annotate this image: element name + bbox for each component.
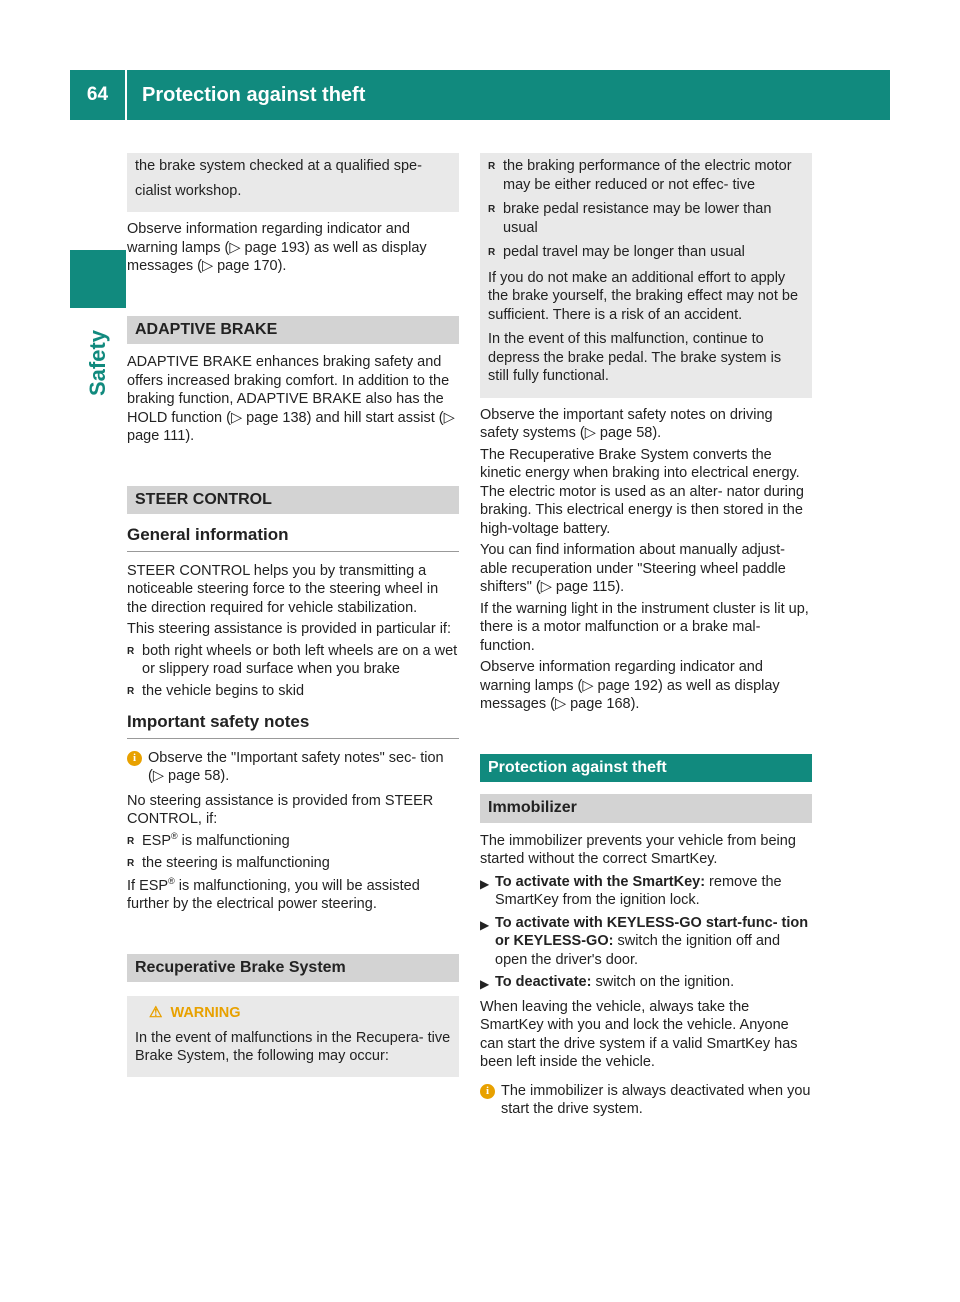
- info-note: i Observe the "Important safety notes" sec- tion (▷ page 58).: [127, 749, 459, 786]
- instruction-step: ▶ To activate with the SmartKey: remove the SmartKey from the ignition lock.: [480, 873, 782, 908]
- recup-text-2: The Recuperative Brake System converts the kinetic energy when braking into electrical energy. The electric motor is used as an alter- nator during braking. This electrical energy is then stored in the high-voltage battery.: [480, 446, 804, 537]
- warning-box-continued: R the braking performance of the electric motor may be either reduced or not effec- tive R brake pedal resistance may be lower than usual R pedal travel may be longer than usual If you do not make an additional effort to apply the brake yourself, the braking effect may not be sufficient. There is a risk of an accident. In the event of this malfunction, continue to depress the brake pedal. The brake system is still fully functional.: [480, 153, 812, 398]
- page-title: Protection against theft: [142, 84, 366, 106]
- recup-text-3: You can find information about manually adjust- able recuperation under "Steering wheel paddle shifters" (▷ page 115).: [480, 542, 786, 595]
- intro-text: Observe information regarding indicator and warning lamps (▷ page 193) as well as display messages (▷ page 170).: [127, 221, 427, 274]
- list-item: R ESP® is malfunctioning: [127, 832, 459, 852]
- bullet-icon: R: [488, 161, 496, 172]
- left-column: [127, 153, 459, 1077]
- info-icon: i: [480, 1084, 495, 1099]
- steer-text-2: This steering assistance is provided in particular if:: [127, 621, 451, 637]
- instruction-step: ▶ To deactivate: switch on the ignition.: [480, 973, 812, 994]
- warning-header: ⚠ WARNING: [149, 1004, 241, 1021]
- step-arrow-icon: ▶: [480, 977, 490, 991]
- recuperative-brake-heading: Recuperative Brake System: [127, 954, 459, 983]
- recup-text-1: Observe the important safety notes on driving safety systems (▷ page 58).: [480, 406, 773, 441]
- warning-box: [127, 996, 459, 1077]
- warning-icon: ⚠: [149, 1004, 163, 1021]
- steer-text-3: No steering assistance is provided from STEER CONTROL, if:: [127, 792, 434, 827]
- section-tab-marker: [70, 250, 126, 308]
- info-icon: i: [127, 751, 142, 766]
- recup-text-5: Observe information regarding indicator and warning lamps (▷ page 192) as well as display messages (▷ page 168).: [480, 659, 780, 712]
- step-arrow-icon: ▶: [480, 876, 490, 891]
- bullet-icon: R: [127, 685, 135, 697]
- info-note: i The immobilizer is always deactivated when you start the drive system.: [480, 1082, 812, 1119]
- list-item: R the vehicle begins to skid: [127, 682, 459, 702]
- list-item: R the braking performance of the electric motor may be either reduced or not effec- tive: [488, 158, 792, 193]
- immobilizer-text: The immobilizer prevents your vehicle from being started without the correct SmartKey.: [480, 832, 796, 867]
- list-item: R brake pedal resistance may be lower than usual: [488, 201, 772, 236]
- right-column: [480, 153, 812, 1125]
- important-safety-notes-heading: Important safety notes: [127, 713, 459, 739]
- continued-warning-box: the brake system checked at a qualified spe- cialist workshop.: [127, 153, 459, 212]
- adaptive-brake-heading: ADAPTIVE BRAKE: [127, 316, 459, 345]
- instruction-step: ▶ To activate with KEYLESS-GO start-func- tion or KEYLESS-GO: switch the ignition off and open the driver's door.: [480, 914, 809, 968]
- adaptive-brake-text: ADAPTIVE BRAKE enhances braking safety and offers increased braking comfort. In addition to the braking function, ADAPTIVE BRAKE also has the HOLD function (▷ page 138) and hill start assist (▷ page 111).: [127, 354, 455, 444]
- list-item: R pedal travel may be longer than usual: [488, 243, 804, 263]
- protection-against-theft-heading: Protection against theft: [480, 754, 812, 783]
- section-tab-label: Safety: [85, 329, 111, 397]
- bullet-icon: R: [127, 835, 135, 847]
- immobilizer-heading: Immobilizer: [480, 794, 812, 823]
- warning-text: In the event of malfunctions in the Recupera- tive Brake System, the following may occur:: [135, 1029, 451, 1064]
- immobilizer-text-2: When leaving the vehicle, always take the SmartKey with you and lock the vehicle. Anyone can start the drive system if a valid SmartKey has been left inside the vehicle.: [480, 998, 798, 1070]
- general-information-heading: General information: [127, 526, 459, 552]
- bullet-icon: R: [127, 858, 135, 869]
- page-number: 64: [70, 70, 127, 120]
- steer-text-1: STEER CONTROL helps you by transmitting a noticeable steering force to the steering wheel in the direction required for vehicle stabilization.: [127, 562, 439, 616]
- steer-control-heading: STEER CONTROL: [127, 486, 459, 515]
- list-item: R the steering is malfunctioning: [127, 854, 459, 874]
- recup-text-4: If the warning light in the instrument cluster is lit up, there is a motor malfunction or a brake mal- function.: [480, 600, 809, 654]
- bullet-icon: R: [488, 247, 496, 258]
- bullet-icon: R: [488, 204, 496, 215]
- bullet-icon: R: [127, 645, 135, 657]
- step-arrow-icon: ▶: [480, 917, 490, 932]
- steer-text-4: If ESP® is malfunctioning, you will be assisted further by the electrical power steering.: [127, 875, 420, 912]
- list-item: R both right wheels or both left wheels are on a wet or slippery road surface when you brake: [127, 642, 458, 677]
